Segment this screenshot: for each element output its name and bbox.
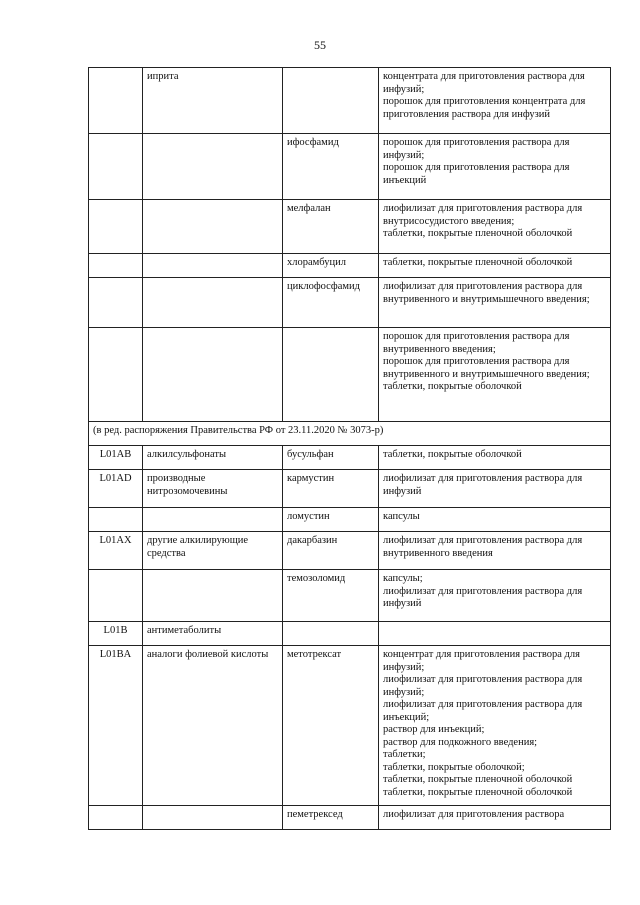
dosage-forms-cell [379, 646, 611, 806]
dosage-form-line: раствор для инъекций; [383, 724, 485, 735]
atc-code-cell [89, 278, 143, 328]
dosage-forms-cell [379, 622, 611, 646]
atc-code-cell [89, 134, 143, 200]
atc-code-cell: L01AB [89, 446, 143, 470]
group-cell [143, 254, 283, 278]
dosage-form-line: порошок для приготовления раствора для внутривенного и внутримышечного введения; [383, 356, 590, 380]
dosage-forms-cell [379, 134, 611, 200]
drug-name-cell [283, 328, 379, 422]
group-cell [143, 278, 283, 328]
table-row [89, 68, 611, 134]
atc-code-cell: L01B [89, 622, 143, 646]
dosage-form-line: раствор для подкожного введения; [383, 736, 538, 748]
atc-code-cell [89, 200, 143, 254]
dosage-form-line: лиофилизат для приготовления раствора для инфузий [383, 473, 583, 497]
dosage-forms-cell [379, 508, 611, 532]
table-row [89, 470, 611, 508]
dosage-form-line: лиофилизат для приготовления раствора [383, 809, 565, 820]
dosage-forms-cell [379, 532, 611, 570]
drug-name-cell: пеметрексед [283, 806, 379, 830]
dosage-forms-cell [379, 68, 611, 134]
atc-code-cell [89, 508, 143, 532]
dosage-form-line: лиофилизат для приготовления раствора для инфузий [383, 585, 583, 609]
group-cell: антиметаболиты [143, 622, 283, 646]
dosage-forms-cell [379, 278, 611, 328]
table-row [89, 254, 611, 278]
dosage-form-line: концентрат для приготовления раствора для инфузий; [383, 649, 580, 673]
dosage-form-line: порошок для приготовления раствора для инъекций [383, 162, 570, 186]
table-row [89, 422, 611, 446]
table-row [89, 446, 611, 470]
dosage-form-line: порошок для приготовления концентрата для приготовления раствора для инфузий [383, 96, 586, 120]
dosage-form-line: таблетки, покрытые пленочной оболочкой [383, 774, 573, 785]
drug-name-cell [283, 622, 379, 646]
table-row [89, 622, 611, 646]
atc-code-cell: L01AX [89, 532, 143, 570]
drug-name-cell: хлорамбуцил [283, 254, 379, 278]
atc-code-cell [89, 254, 143, 278]
dosage-form-line: лиофилизат для приготовления раствора для внутривенного введения [383, 535, 583, 559]
dosage-form-line: таблетки, покрытые оболочкой [383, 449, 522, 460]
group-cell: производные нитрозомочевины [143, 470, 283, 508]
dosage-form-line: таблетки, покрытые оболочкой [383, 381, 522, 392]
group-cell [143, 508, 283, 532]
drug-name-cell: кармустин [283, 470, 379, 508]
page-number: 55 [314, 38, 326, 52]
dosage-form-line: лиофилизат для приготовления раствора для внутривенного и внутримышечного введения; [383, 281, 590, 305]
dosage-forms-cell [379, 328, 611, 422]
drug-name-cell: ломустин [283, 508, 379, 532]
table-row [89, 200, 611, 254]
table-row [89, 532, 611, 570]
group-cell: алкилсульфонаты [143, 446, 283, 470]
dosage-form-line: концентрата для приготовления раствора для инфузий; [383, 71, 585, 95]
dosage-form-line: лиофилизат для приготовления раствора для инъекций; [383, 699, 583, 723]
dosage-forms-cell [379, 570, 611, 622]
atc-code-cell [89, 806, 143, 830]
drug-table [88, 67, 611, 830]
table-row [89, 134, 611, 200]
group-cell: иприта [143, 68, 283, 134]
dosage-form-line: таблетки, покрытые пленочной оболочкой [383, 228, 573, 239]
drug-name-cell: мелфалан [283, 200, 379, 254]
dosage-form-line: таблетки, покрытые оболочкой; [383, 761, 525, 773]
group-cell [143, 328, 283, 422]
dosage-form-line: таблетки, покрытые пленочной оболочкой [383, 786, 573, 798]
table-row [89, 646, 611, 806]
atc-code-cell [89, 328, 143, 422]
table-row [89, 508, 611, 532]
dosage-form-line: порошок для приготовления раствора для инфузий; [383, 137, 570, 161]
table-row [89, 278, 611, 328]
dosage-form-line: таблетки, покрытые пленочной оболочкой [383, 257, 573, 268]
drug-name-cell: ифосфамид [283, 134, 379, 200]
dosage-form-line: капсулы; [383, 573, 423, 584]
group-cell: другие алкилирующие средства [143, 532, 283, 570]
drug-name-cell [283, 68, 379, 134]
drug-name-cell: метотрексат [283, 646, 379, 806]
group-cell [143, 570, 283, 622]
dosage-forms-cell [379, 446, 611, 470]
group-cell: аналоги фолиевой кислоты [143, 646, 283, 806]
dosage-forms-cell [379, 806, 611, 830]
atc-code-cell [89, 570, 143, 622]
group-cell [143, 134, 283, 200]
drug-name-cell: бусульфан [283, 446, 379, 470]
drug-name-cell: темозоломид [283, 570, 379, 622]
drug-name-cell: циклофосфамид [283, 278, 379, 328]
dosage-forms-cell [379, 200, 611, 254]
dosage-form-line: капсулы [383, 511, 420, 522]
dosage-form-line: лиофилизат для приготовления раствора для внутрисосудистого введения; [383, 203, 583, 227]
atc-code-cell: L01BA [89, 646, 143, 806]
atc-code-cell [89, 68, 143, 134]
group-cell [143, 200, 283, 254]
table-row [89, 806, 611, 830]
table-row [89, 570, 611, 622]
dosage-forms-cell [379, 470, 611, 508]
drug-name-cell: дакарбазин [283, 532, 379, 570]
dosage-form-line: порошок для приготовления раствора для внутривенного введения; [383, 331, 570, 355]
dosage-form-line: лиофилизат для приготовления раствора для инфузий; [383, 674, 583, 698]
atc-code-cell: L01AD [89, 470, 143, 508]
edition-note: (в ред. распоряжения Правительства РФ от 23.11.2020 № 3073-р) [89, 422, 611, 446]
group-cell [143, 806, 283, 830]
table-row [89, 328, 611, 422]
dosage-forms-cell [379, 254, 611, 278]
dosage-form-line: таблетки; [383, 749, 426, 760]
